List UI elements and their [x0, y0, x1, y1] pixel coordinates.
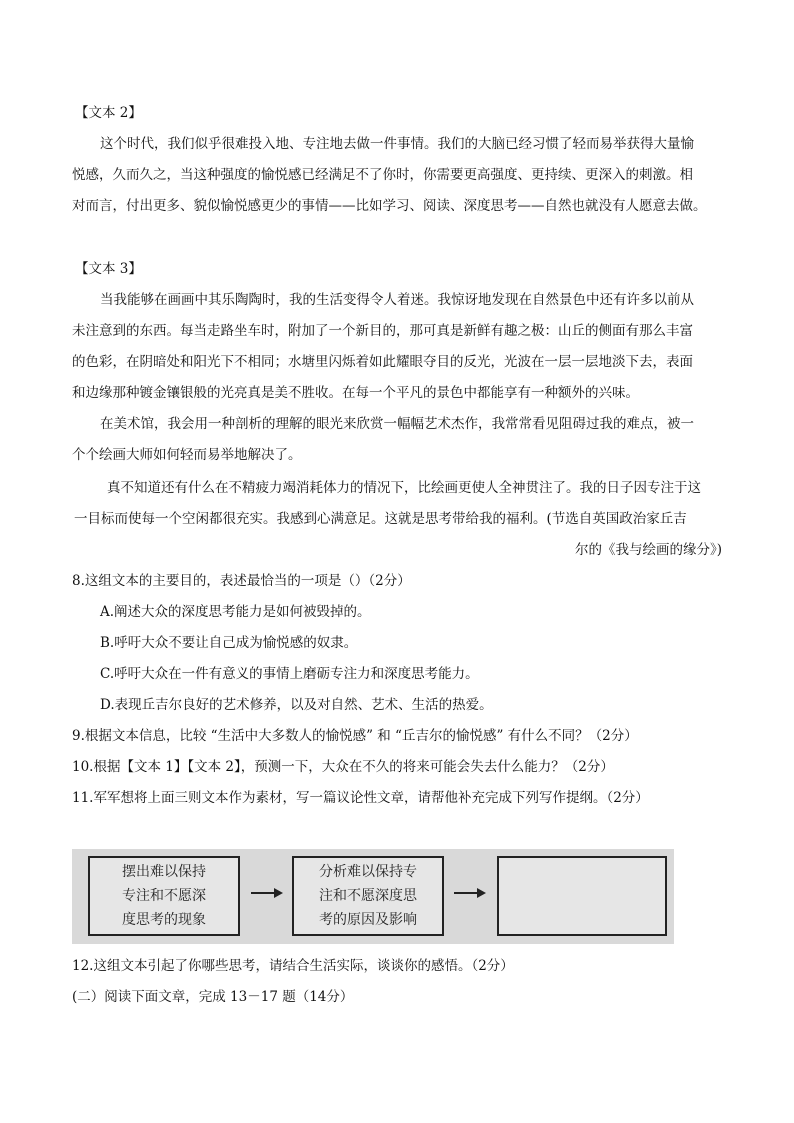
outline-flowchart [72, 849, 674, 944]
text3-para2-line: 个个绘画大师如何轻而易举地解决了。 [72, 447, 302, 463]
question-12: 12.这组文本引起了你哪些思考，请结合生活实际，谈谈你的感悟。（2分） [72, 958, 514, 974]
text3-source: 尔的《我与绘画的缘分》) [574, 542, 722, 558]
question-10: 10.根据【文本 1】【文本 2】，预测一下，大众在不久的将来可能会失去什么能力？（2分） [72, 759, 614, 775]
text3-para1-line: 当我能够在画画中其乐陶陶时，我的生活变得令人着迷。我惊讶地发现在自然景色中还有许多以前从 [100, 292, 694, 308]
text2-line: 这个时代，我们似乎很难投入地、专注地去做一件事情。我们的大脑已经习惯了轻而易举获得大量愉 [100, 136, 694, 152]
text3-heading: 【文本 3】 [75, 261, 142, 277]
text2-line: 对而言，付出更多、貌似愉悦感更少的事情——比如学习、阅读、深度思考——自然也就没有人愿意去做。 [72, 198, 707, 214]
section-2-heading: (二）阅读下面文章，完成 13－17 题（14分） [72, 989, 354, 1005]
outline-box-line: 注和不愿深度思 [319, 888, 417, 904]
question-9: 9.根据文本信息，比较 “生活中大多数人的愉悦感” 和 “丘吉尔的愉悦感” 有什么不同？（2分） [72, 728, 638, 744]
outline-box-line: 度思考的现象 [122, 912, 206, 928]
q8-option-d: D.表现丘吉尔良好的艺术修养，以及对自然、艺术、生活的热爱。 [100, 697, 493, 713]
q8-option-b: B.呼吁大众不要让自己成为愉悦感的奴隶。 [100, 635, 358, 651]
text2-heading: 【文本 2】 [75, 105, 142, 121]
outline-box-line: 分析难以保持专 [319, 864, 417, 880]
outline-box-phenomenon [88, 856, 240, 936]
outline-box-blank [497, 856, 667, 936]
text3-para2-line: 在美术馆，我会用一种剖析的理解的眼光来欣赏一幅幅艺术杰作，我常常看见阻碍过我的难点，被一 [100, 416, 694, 432]
text3-para3-line: 真不知道还有什么在不精疲力竭消耗体力的情况下，比绘画更使人全神贯注了。我的日子因专注于这 [107, 480, 701, 496]
q8-option-c: C.呼吁大众在一件有意义的事情上磨砺专注力和深度思考能力。 [100, 666, 479, 682]
outline-box-cause [292, 856, 444, 936]
outline-box-line: 摆出难以保持 [122, 864, 206, 880]
arrow-right-icon [453, 886, 487, 900]
text3-para1-line: 未注意到的东西。每当走路坐车时，附加了一个新目的，那可真是新鲜有趣之极：山丘的侧面有那么丰富 [72, 323, 693, 339]
q8-option-a: A.阐述大众的深度思考能力是如何被毁掉的。 [100, 604, 371, 620]
text2-line: 悦感，久而久之，当这种强度的愉悦感已经满足不了你时，你需要更高强度、更持续、更深入的刺激。相 [72, 167, 693, 183]
text3-para1-line: 和边缘那种镀金镶银般的光亮真是美不胜收。在每一个平凡的景色中都能享有一种额外的兴味。 [72, 385, 639, 401]
outline-box-line: 专注和不愿深 [122, 888, 206, 904]
outline-box-line: 考的原因及影响 [319, 912, 417, 928]
question-11: 11.军军想将上面三则文本作为素材，写一篇议论性文章，请帮他补充完成下列写作提纲。（2分） [72, 790, 649, 806]
text3-para3-line: 一目标而使每一个空闲都很充实。我感到心满意足。这就是思考带给我的福利。(节选自英国政治家丘吉 [74, 511, 687, 527]
question-8-stem: 8.这组文本的主要目的，表述最恰当的一项是（）（2分） [72, 573, 411, 589]
text3-para1-line: 的色彩，在阴暗处和阳光下不相同；水塘里闪烁着如此耀眼夺目的反光，光波在一层一层地淡下去，表面 [72, 354, 693, 370]
arrow-right-icon [250, 886, 284, 900]
